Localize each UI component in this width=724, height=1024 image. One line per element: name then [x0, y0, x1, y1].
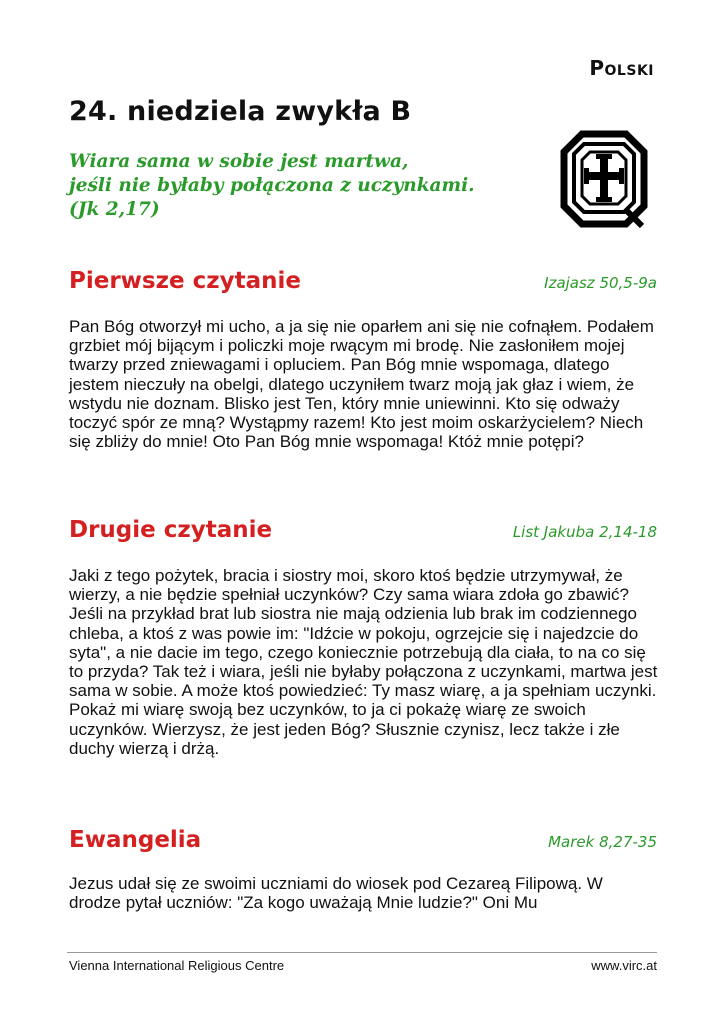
motto-line-1: Wiara sama w sobie jest martwa, — [69, 151, 409, 172]
footer-website-link[interactable]: www.virc.at — [591, 958, 657, 973]
section-title: Ewangelia — [69, 827, 202, 853]
footer-divider — [67, 952, 657, 953]
language-label: Polski — [589, 56, 654, 80]
section-title: Pierwsze czytanie — [69, 268, 301, 294]
section-reference: Marek 8,27-35 — [548, 833, 657, 851]
footer-organization: Vienna International Religious Centre — [69, 958, 285, 973]
section-header-second-reading — [69, 517, 657, 543]
motto-line-2: jeśli nie byłaby połączona z uczynkami. — [69, 175, 475, 196]
reading-text: Jezus udał się ze swoimi uczniami do wiosek pod Cezareą Filipową. W drodze pytał uczniów: "Za kogo uważają Mnie ludzie?" Oni Mu — [69, 874, 603, 913]
section-reference: Izajasz 50,5-9a — [544, 274, 657, 292]
footer — [69, 958, 657, 973]
section-title: Drugie czytanie — [69, 517, 273, 543]
virc-logo-icon — [560, 128, 648, 228]
section-header-gospel — [69, 827, 657, 853]
reading-text: Pan Bóg otworzył mi ucho, a ja się nie oparłem ani się nie cofnąłem. Podałem grzbiet mój bijącym i policzki moje rwącym mi brodę. Nie zasłoniłem mojej twarzy przed zniewagami i opluciem. Pan Bóg mnie wspomaga, dlatego jestem nieczuły na obelgi, dlatego uczyniłem twarz moją jak głaz i wiem, że wstydu nie doznam. Blisko jest Ten, który mnie uniewinni. Kto się odważy toczyć spór ze mną? Wystąpmy razem! Kto jest moim oskarżycielem? Niech się zbliży do mnie! Oto Pan Bóg mnie wspomaga! Któż mnie potępi? — [69, 317, 654, 452]
motto-citation: (Jk 2,17) — [69, 199, 160, 220]
motto-quote — [69, 150, 489, 222]
section-header-first-reading — [69, 268, 657, 294]
page-title: 24. niedziela zwykła B — [69, 96, 412, 127]
section-reference: List Jakuba 2,14-18 — [512, 523, 657, 541]
reading-text: Jaki z tego pożytek, bracia i siostry moi, skoro ktoś będzie utrzymywał, że wierzy, a nie będzie spełniał uczynków? Czy sama wiara zdoła go zbawić? Jeśli na przykład brat lub siostra nie mają odzienia lub brak im codziennego chleba, a ktoś z was powie im: "Idźcie w pokoju, ogrzejcie się i najedzcie do syta", a nie dacie im tego, czego koniecznie potrzebują dla ciała, to na co się to przyda? Tak też i wiara, jeśli nie byłaby połączona z uczynkami, martwa jest sama w sobie. A może ktoś powiedzieć: Ty masz wiarę, a ja spełniam uczynki. Pokaż mi wiarę swoją bez uczynków, to ja ci pokażę wiarę ze swoich uczynków. Wierzysz, że jest jeden Bóg? Słusznie czynisz, lecz także i złe duchy wierzą i drżą. — [69, 566, 658, 758]
